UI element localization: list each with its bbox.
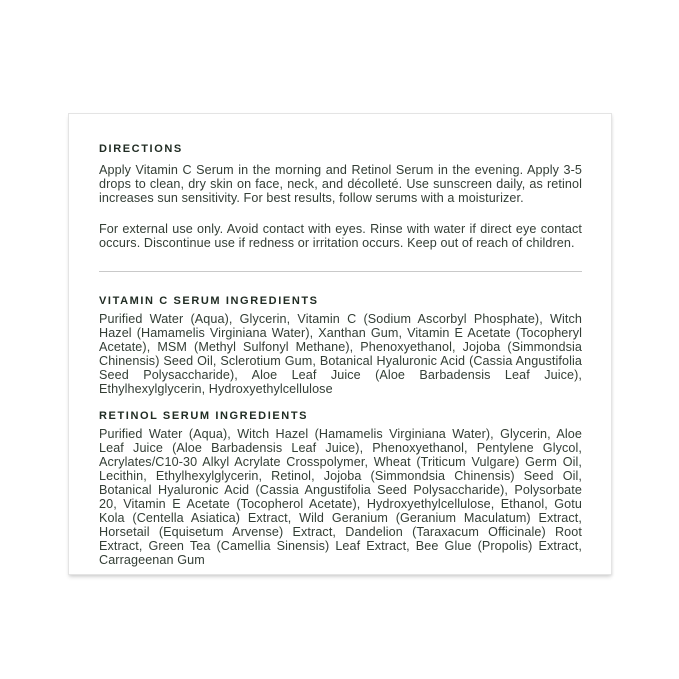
label-card	[68, 113, 612, 575]
vitamin-c-ingredients-heading: VITAMIN C SERUM INGREDIENTS	[99, 295, 319, 307]
vitamin-c-ingredients-text: Purified Water (Aqua), Glycerin, Vitamin C (Sodium Ascorbyl Phosphate), Witch Hazel (Hamamelis Virginiana Water), Xanthan Gum, Vitamin E Acetate (Tocopheryl Acetate), MSM (Methyl Sulfonyl Methane), Phenoxyethanol, Jojoba (Simmondsia Chinensis) Seed Oil, Sclerotium Gum, Botanical Hyaluronic Acid (Cassia Angustifolia Seed Polysaccharide), Aloe Leaf Juice (Aloe Barbadensis Leaf Juice), Ethylhexylglycerin, Hydroxyethylcellulose	[99, 312, 582, 396]
section-divider	[99, 271, 582, 272]
retinol-ingredients-text: Purified Water (Aqua), Witch Hazel (Hamamelis Virginiana Water), Glycerin, Aloe Leaf Juice (Aloe Barbadensis Leaf Juice), Phenoxyethanol, Pentylene Glycol, Acrylates/C10-30 Alkyl Acrylate Crosspolymer, Wheat (Triticum Vulgare) Germ Oil, Lecithin, Ethylhexylglycerin, Retinol, Jojoba (Simmondsia Chinensis) Seed Oil, Botanical Hyaluronic Acid (Cassia Angustifolia Seed Polysaccharide), Polysorbate 20, Vitamin E Acetate (Tocopherol Acetate), Hydroxyethylcellulose, Ethanol, Gotu Kola (Centella Asiatica) Extract, Wild Geranium (Geranium Maculatum) Extract, Horsetail (Equisetum Arvense) Extract, Dandelion (Taraxacum Officinale) Root Extract, Green Tea (Camellia Sinensis) Leaf Extract, Bee Glue (Propolis) Extract, Carrageenan Gum	[99, 427, 582, 567]
section-vitamin-c-ingredients	[99, 294, 582, 396]
directions-heading: DIRECTIONS	[99, 143, 183, 155]
section-retinol-ingredients	[99, 409, 582, 567]
directions-usage-text: Apply Vitamin C Serum in the morning and Retinol Serum in the evening. Apply 3-5 drops to clean, dry skin on face, neck, and décolleté. Use sunscreen daily, as retinol increases sun sensitivity. For best results, follow serums with a moisturizer.	[99, 163, 582, 205]
section-directions	[99, 142, 582, 250]
directions-warning-text: For external use only. Avoid contact with eyes. Rinse with water if direct eye contact occurs. Discontinue use if redness or irritation occurs. Keep out of reach of children.	[99, 222, 582, 250]
retinol-ingredients-heading: RETINOL SERUM INGREDIENTS	[99, 410, 309, 422]
